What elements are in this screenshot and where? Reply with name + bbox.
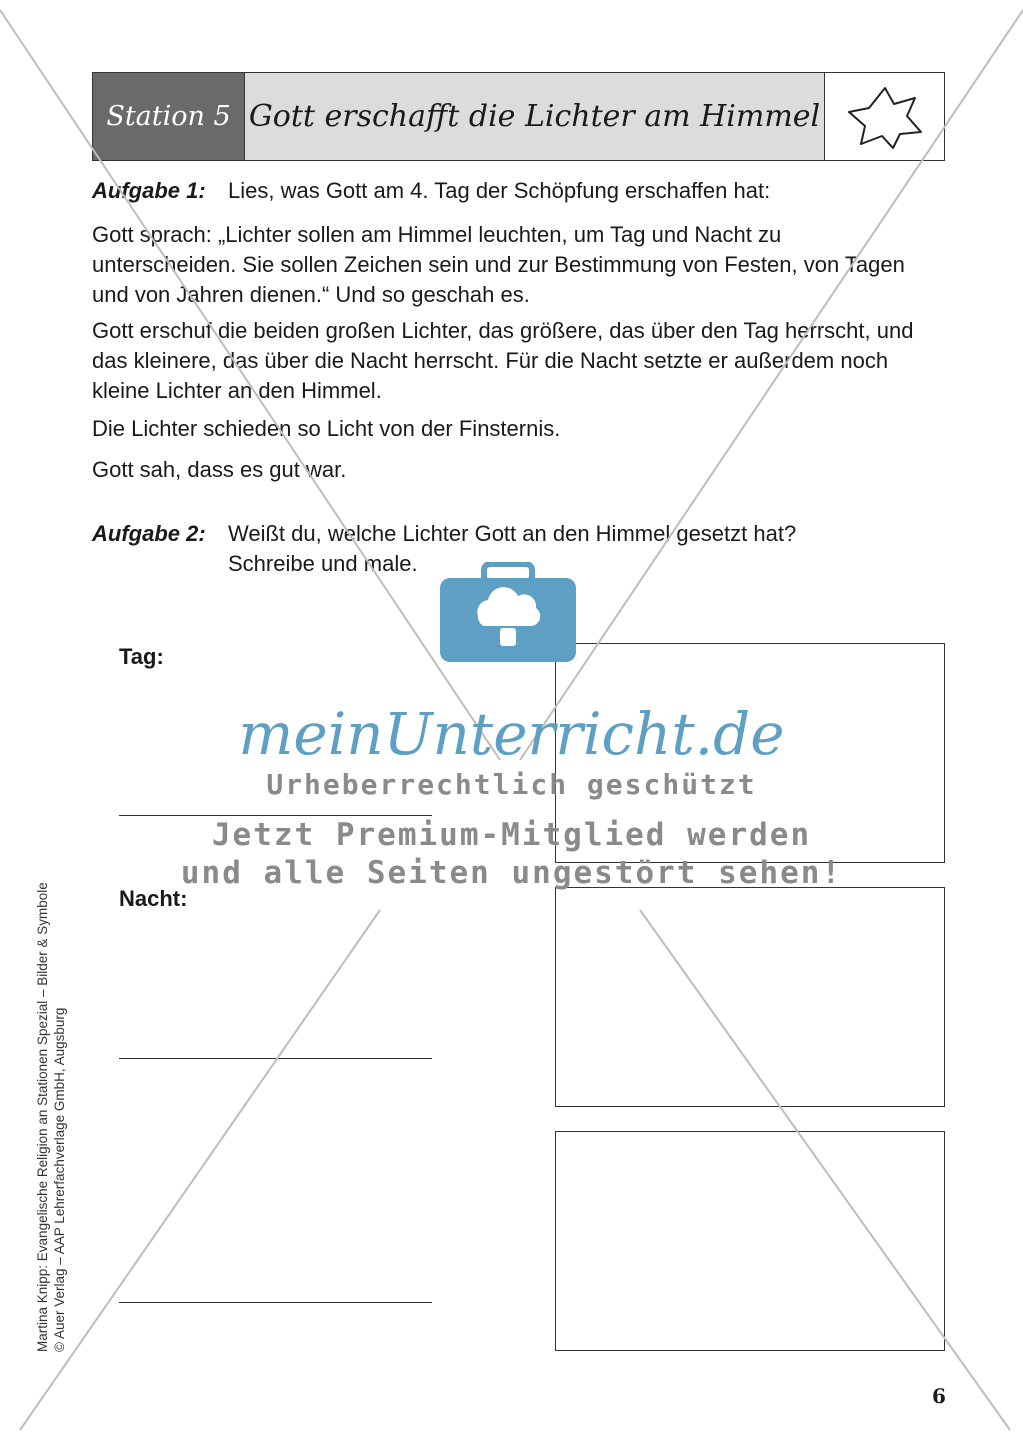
task1-paragraph-3: Die Lichter schieden so Licht von der Finsternis. <box>92 416 561 441</box>
night-answer-line-1[interactable] <box>119 1058 432 1059</box>
station-header <box>92 72 945 161</box>
watermark-brand: meinUnterricht.de <box>238 700 785 768</box>
star-icon <box>825 73 944 160</box>
task1-paragraph-4: Gott sah, dass es gut war. <box>92 457 347 482</box>
briefcase-cloud-icon <box>438 562 578 671</box>
day-answer-line[interactable] <box>119 815 432 816</box>
watermark-unlock: und alle Seiten ungestört sehen! <box>180 855 843 891</box>
task2-question: Weißt du, welche Lichter Gott an den Himmel gesetzt hat? <box>228 521 797 546</box>
task1-paragraph-1: Gott sprach: „Lichter sollen am Himmel leuchten, um Tag und Nacht zu unterscheiden. Sie sollen Zeichen sein und zur Bestimmung von Festen, von Tagen und von Jahren dienen.“ Und so geschah es. <box>92 222 905 307</box>
page-title: Gott erschafft die Lichter am Himmel <box>245 73 825 160</box>
task1-paragraph-2: Gott erschuf die beiden großen Lichter, das größere, das über den Tag herrscht, und das kleinere, das über die Nacht herrscht. Für die Nacht setzte er außerdem noch kleine Lichter an den Himmel. <box>92 318 914 403</box>
copyright-credit <box>34 852 68 1352</box>
task2-label: Aufgabe 2: <box>92 521 206 546</box>
task1-instruction: Lies, was Gott am 4. Tag der Schöpfung erschaffen hat: <box>228 178 771 203</box>
task1-heading <box>92 176 952 206</box>
night-drawing-box-2[interactable] <box>555 1131 945 1351</box>
page-number: 6 <box>932 1384 946 1408</box>
watermark-premium: Jetzt Premium-Mitglied werden <box>211 817 812 853</box>
task1-label: Aufgabe 1: <box>92 178 206 203</box>
station-number: Station 5 <box>93 73 245 160</box>
night-answer-line-2[interactable] <box>119 1302 432 1303</box>
day-label: Tag: <box>119 644 164 669</box>
watermark-copyright: Urheberrechtlich geschützt <box>266 768 757 801</box>
task2-instruction: Schreibe und male. <box>228 551 418 576</box>
night-drawing-box-1[interactable] <box>555 887 945 1107</box>
credit-author: Martina Knipp: Evangelische Religion an Stationen Spezial – Bilder & Symbole <box>35 882 50 1352</box>
credit-publisher: © Auer Verlag – AAP Lehrerfachverlage GmbH, Augsburg <box>52 1007 67 1352</box>
night-label: Nacht: <box>119 886 188 911</box>
